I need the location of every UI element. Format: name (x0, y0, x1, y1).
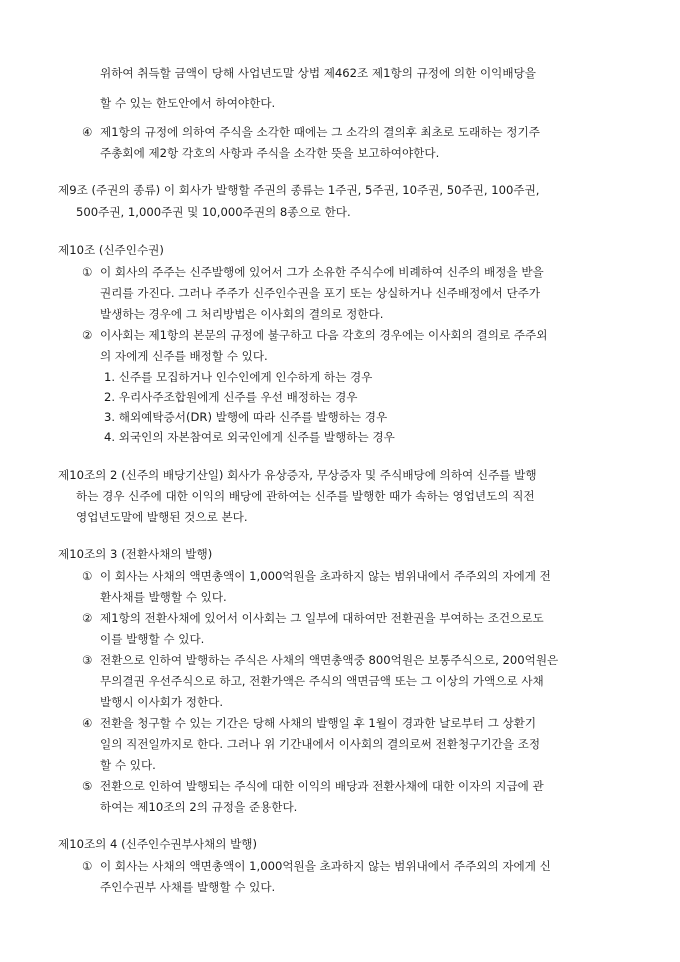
body-line: 이 회사의 주주는 신주발행에 있어서 그가 소유한 주식수에 비례하여 신주의 배정을 받을 (100, 265, 544, 279)
body-line: 권리를 가진다. 그러나 주주가 신주인수권을 포기 또는 상실하거나 신주배정에서 단주가 (100, 286, 541, 300)
body-line: 하여는 제10조의 2의 규정을 준용한다. (100, 800, 298, 814)
article-9-line: 제9조 (주권의 종류) 이 회사가 발행할 주권의 종류는 1주권, 5주권, 10주권, 50주권, 100주권, (58, 183, 540, 197)
item-marker: ① (82, 569, 93, 583)
item-marker: ① (82, 859, 93, 873)
article-10-2-line: 하는 경우 신주에 대한 이익의 배당에 관하여는 신주를 발행한 때가 속하는 영업년도의 직전 (76, 489, 535, 503)
body-line: 일의 직전일까지로 한다. 그러나 위 기간내에서 이사회의 결의로써 전환청구기간을 조정 (100, 737, 541, 751)
sub-item: 3. 해외예탁증서(DR) 발행에 따라 신주를 발행하는 경우 (104, 410, 388, 424)
item-marker: ⑤ (82, 779, 93, 793)
body-line: 위하여 취득할 금액이 당해 사업년도말 상법 제462조 제1항의 규정에 의한 이익배당을 (100, 66, 536, 80)
article-9-line: 500주권, 1,000주권 및 10,000주권의 8종으로 한다. (76, 205, 351, 219)
item-marker: ④ (82, 716, 93, 730)
sub-item: 4. 외국인의 자본참여로 외국인에게 신주를 발행하는 경우 (104, 430, 395, 444)
body-line: 이 회사는 사채의 액면총액이 1,000억원을 초과하지 않는 범위내에서 주주외의 자에게 신 (100, 859, 551, 873)
body-line: 이 회사는 사채의 액면총액이 1,000억원을 초과하지 않는 범위내에서 주주외의 자에게 전 (100, 569, 551, 583)
sub-item: 1. 신주를 모집하거나 인수인에게 인수하게 하는 경우 (104, 370, 373, 384)
body-line: 제1항의 전환사채에 있어서 이사회는 그 일부에 대하여만 전환권을 부여하는 조건으로도 (100, 611, 544, 625)
article-10-4-heading: 제10조의 4 (신주인수권부사채의 발행) (58, 837, 258, 851)
sub-item: 2. 우리사주조합원에게 신주를 우선 배정하는 경우 (104, 390, 358, 404)
body-line: 할 수 있는 한도안에서 하여야한다. (100, 96, 276, 110)
item-marker: ③ (82, 653, 93, 667)
body-line: 제1항의 규정에 의하여 주식을 소각한 때에는 그 소각의 결의후 최초로 도래하는 정기주 (100, 125, 540, 139)
body-line: 전환으로 인하여 발행하는 주식은 사채의 액면총액중 800억원은 보통주식으로, 200억원은 (100, 653, 559, 667)
body-line: 할 수 있다. (100, 758, 156, 772)
body-line: 발생하는 경우에 그 처리방법은 이사회의 결의로 정한다. (100, 307, 384, 321)
body-line: 환사채를 발행할 수 있다. (100, 590, 227, 604)
article-10-2-line: 영업년도말에 발행된 것으로 본다. (76, 510, 248, 524)
item-marker: ① (82, 265, 93, 279)
body-line: 전환으로 인하여 발행되는 주식에 대한 이익의 배당과 전환사채에 대한 이자의 지급에 관 (100, 779, 544, 793)
article-10-3-heading: 제10조의 3 (전환사채의 발행) (58, 547, 213, 561)
article-10-2-line: 제10조의 2 (신주의 배당기산일) 회사가 유상증자, 무상증자 및 주식배당에 의하여 신주를 발행 (58, 468, 537, 482)
body-line: 전환을 청구할 수 있는 기간은 당해 사채의 발행일 후 1월이 경과한 날로부터 그 상환기 (100, 716, 537, 730)
body-line: 의 자에게 신주를 배정할 수 있다. (100, 349, 268, 363)
body-line: 주인수권부 사채를 발행할 수 있다. (100, 880, 276, 894)
body-line: 주총회에 제2항 각호의 사항과 주식을 소각한 뜻을 보고하여야한다. (100, 146, 440, 160)
body-line: 발행시 이사회가 정한다. (100, 695, 224, 709)
item-marker: ④ (82, 125, 93, 139)
article-10-heading: 제10조 (신주인수권) (58, 243, 164, 257)
item-marker: ② (82, 611, 93, 625)
body-line: 이사회는 제1항의 본문의 규정에 불구하고 다음 각호의 경우에는 이사회의 결의로 주주외 (100, 328, 548, 342)
item-marker: ② (82, 328, 93, 342)
body-line: 이를 발행할 수 있다. (100, 632, 205, 646)
body-line: 무의결권 우선주식으로 하고, 전환가액은 주식의 액면금액 또는 그 이상의 가액으로 사채 (100, 674, 544, 688)
